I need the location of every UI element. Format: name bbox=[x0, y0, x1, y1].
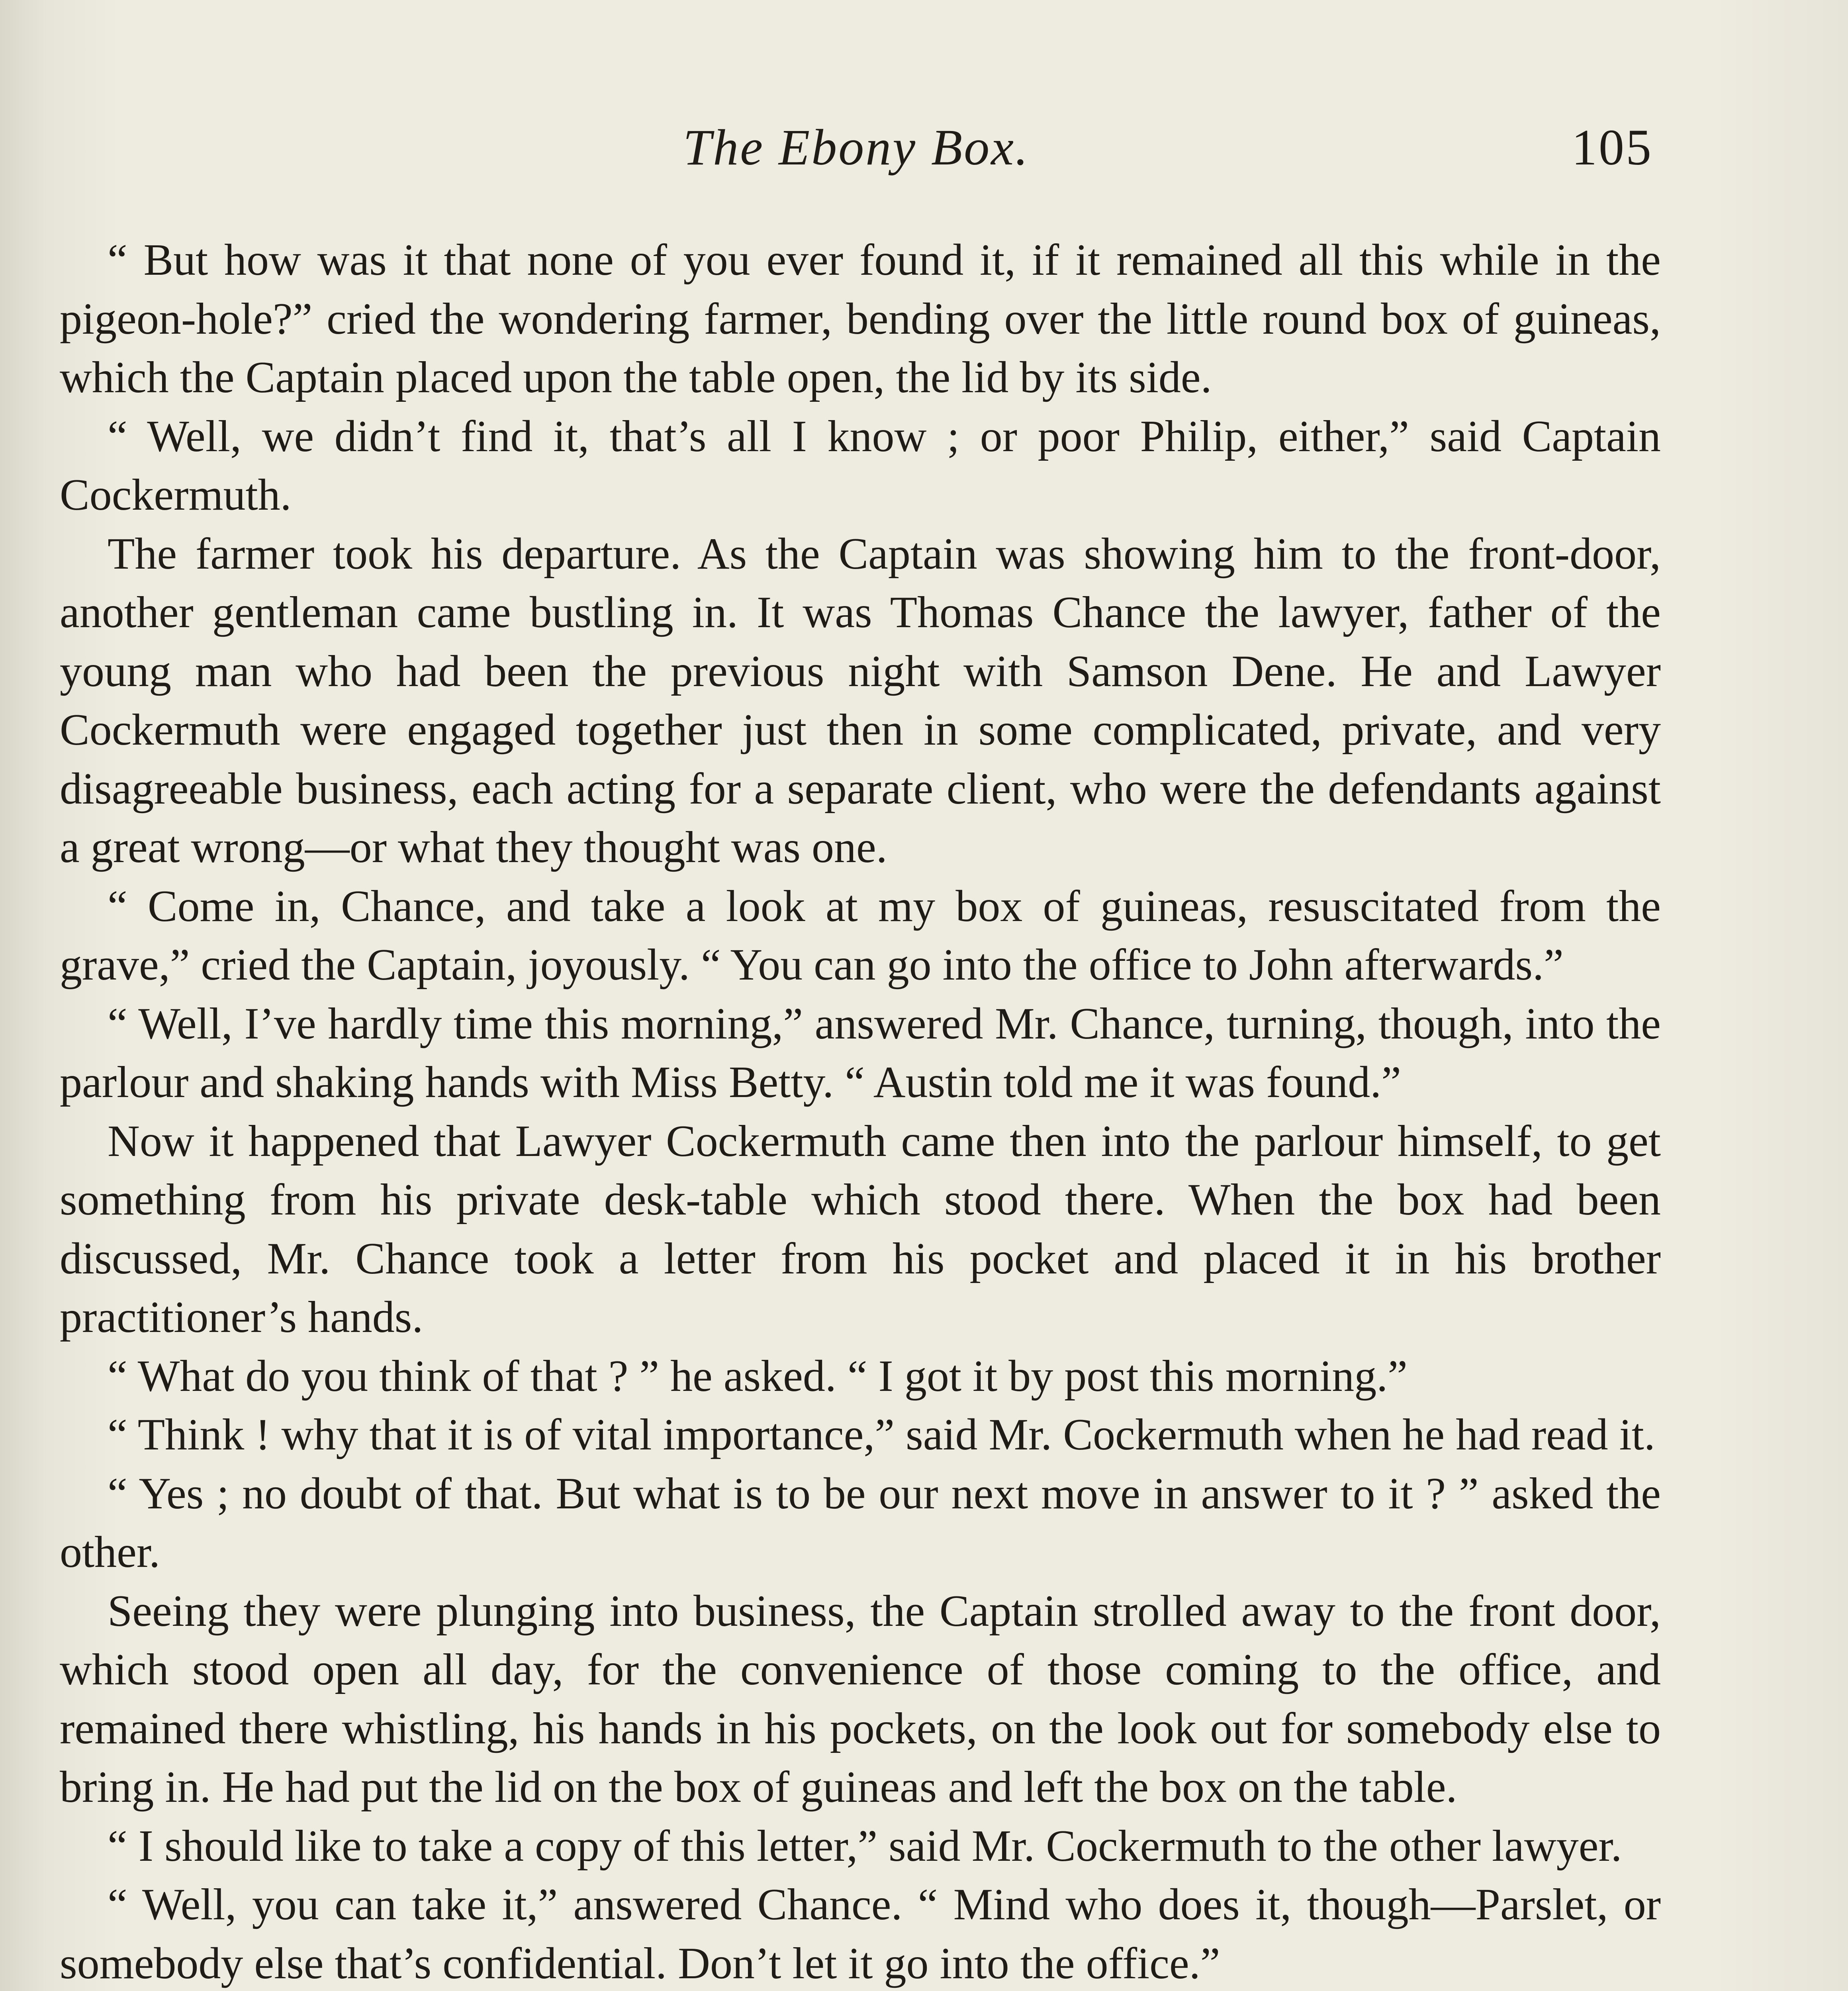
body-text bbox=[60, 231, 1661, 1991]
paragraph: “ Well, we didn’t find it, that’s all I know ; or poor Philip, either,” said Captain Cockermuth. bbox=[60, 411, 1661, 520]
paragraph: The farmer took his departure. As the Captain was showing him to the front-door, another gentleman came bustling in. It was Thomas Chance the lawyer, father of the young man who had been the previous night with Samson Dene. He and Lawyer Cockermuth were engaged together just then in some complicated, private, and very disagreeable business, each acting for a separate client, who were the defendants against a great wrong—or what they thought was one. bbox=[60, 529, 1661, 872]
paragraph: “ What do you think of that ? ” he asked. “ I got it by post this morning.” bbox=[108, 1351, 1408, 1401]
paragraph: Now it happened that Lawyer Cockermuth came then into the parlour himself, to get something from his private desk-table which stood there. When the box had been discussed, Mr. Chance took a letter from his pocket and placed it in his brother practitioner’s hands. bbox=[60, 1116, 1661, 1342]
paragraph: “ Think ! why that it is of vital importance,” said Mr. Cockermuth when he had read it. bbox=[108, 1410, 1655, 1459]
paragraph: “ Well, you can take it,” answered Chance. “ Mind who does it, though—Parslet, or somebody else that’s confidential. Don’t let it go into the office.” bbox=[60, 1880, 1661, 1988]
paragraph: “ Yes ; no doubt of that. But what is to be our next move in answer to it ? ” asked the other. bbox=[60, 1469, 1661, 1577]
running-title: The Ebony Box. bbox=[683, 119, 1030, 176]
page-header bbox=[60, 108, 1653, 187]
paragraph: “ I should like to take a copy of this letter,” said Mr. Cockermuth to the other lawyer. bbox=[108, 1821, 1622, 1871]
paragraph: “ Well, I’ve hardly time this morning,” answered Mr. Chance, turning, though, into the parlour and shaking hands with Miss Betty. “ Austin told me it was found.” bbox=[60, 999, 1661, 1107]
paragraph: Seeing they were plunging into business, the Captain strolled away to the front door, which stood open all day, for the convenience of those coming to the office, and remained there whistling, his hands in his pockets, on the look out for somebody else to bring in. He had put the lid on the box of guineas and left the box on the table. bbox=[60, 1586, 1661, 1812]
paragraph: “ Come in, Chance, and take a look at my box of guineas, resuscitated from the grave,” cried the Captain, joyously. “ You can go into the office to John afterwards.” bbox=[60, 881, 1661, 990]
paragraph: “ But how was it that none of you ever found it, if it remained all this while in the pigeon-hole?” cried the wondering farmer, bending over the little round box of guineas, which the Captain placed upon the table open, the lid by its side. bbox=[60, 235, 1661, 402]
page-number: 105 bbox=[1572, 119, 1653, 176]
